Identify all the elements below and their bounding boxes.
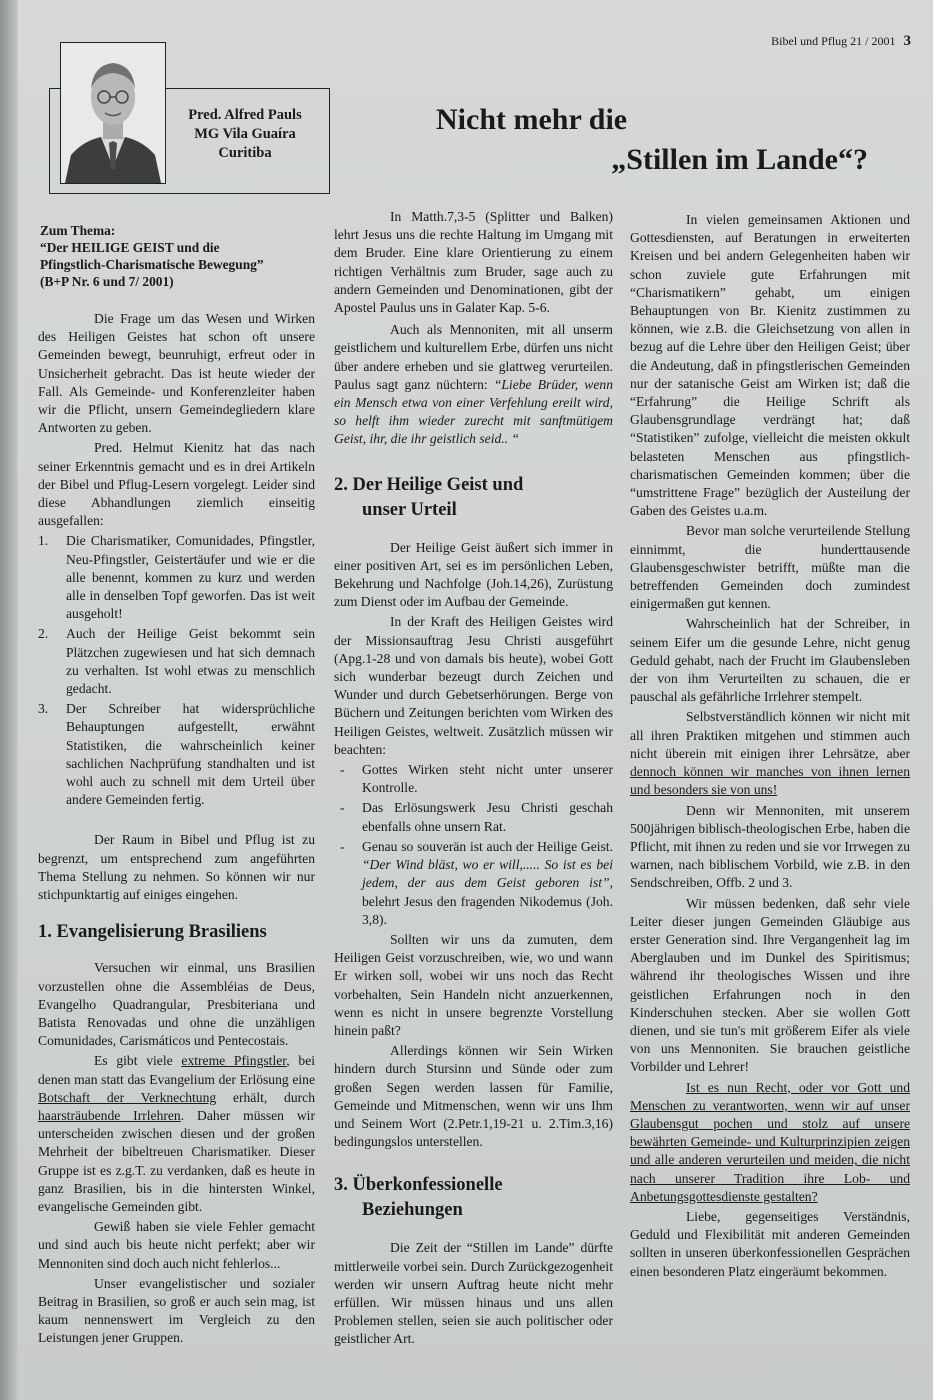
theme-line-1: “Der HEILIGE GEIST und die <box>40 240 220 255</box>
paragraph: Wir müssen bedenken, daß sehr viele Leiter dieser jungen Gemeinden Gläubige aus erster Generation sind. Ihre Vergangenheit lag im Aberglauben und im Dunkel des Spiritismus; während ihr theologisches Wissen und ihre geistlichen Erfahrungen noch in den Kinderschuhen stecken. Aber sie wollen Gott dienen, und sie tun's mit größerem Eifer als viele von uns Mennoniten. Sie brauchen geistliche Vorbilder und Lehrer! <box>630 895 910 1075</box>
underlined-paragraph: Ist es nun Recht, oder vor Gott und Menschen zu verantworten, wenn wir auf unser Glaubensgut pochen und stolz auf unsere bewährten Gemeinde- und Kulturprinzipien zeigen und alle anderen verurteilen und meiden, die nicht nach unserer Tradition ihre Lob- und Anbetungsgottesdienste gestalten? <box>630 1079 910 1204</box>
theme-label: Zum Thema: <box>40 223 116 238</box>
column-1 <box>38 222 315 1348</box>
list-item <box>334 838 613 929</box>
list-text: Der Schreiber hat widersprüchliche Behauptungen aufgestellt, erwähnt Statistiken, die wahrscheinlich keiner sachlichen Nachprüfung standhalten und ist wohl auch zu schnell mit dem Urteil über andere Gemeinden fertig. <box>66 701 315 808</box>
list-item: - Gottes Wirken steht nicht unter unserer Kontrolle. <box>334 761 613 797</box>
paragraph: In Matth.7,3-5 (Splitter und Balken) lehrt Jesus uns die rechte Haltung im Umgang mit dem Bruder. Eine klare Orientierung zu einem richtigen Verhältnis zum Bruder, sage auch zu andern Gemeinden und Denominationen, gibt der Apostel Paulus uns in Galater Kap. 5-6. <box>334 209 613 316</box>
text-run: Es gibt viele <box>94 1053 182 1069</box>
column-3 <box>630 211 910 1281</box>
paragraph: Gewiß haben sie viele Fehler gemacht und sind auch bis heute nicht perfekt; aber wir Mennoniten sind doch auch nicht fehlerlos... <box>38 1219 315 1271</box>
section-heading-3 <box>334 1173 613 1223</box>
paragraph: Wahrscheinlich hat der Schreiber, in seinem Eifer um die gesunde Lehre, nicht genug Geduld gehabt, nach der Frucht im Glaubensleben der von ihm Verurteilten zu schauen, die er pauschal als gefährliche Irrlehrer stempelt. <box>630 616 910 705</box>
text-run: , bei denen man statt das Evangelium der Erlösung eine <box>38 1053 316 1087</box>
paragraph: Allerdings können wir Sein Wirken hindern durch Stursinn und Sünde oder zum großen Segen werden lassen für Familie, Gemeinde und Mitmenschen, wenn wir uns Ihm und Seinem Wort (2.Petr.1,19-21 u. 2.Tim.3,16) bedingungslos unterstellen. <box>334 1043 613 1150</box>
text-run: . Daher müssen wir unterscheiden zwischen diesen und der großen Mehrheit der bibeltreuen Charismatiker. Dieser Gruppe ist es z.g.T. zu verdanken, daß es heute in ganz Brasilien, bis in die hintersten Winkel, evangelische Gemeinden gibt. <box>38 1107 315 1214</box>
list-text: Die Charismatiker, Comunidades, Pfingstler, Neu-Pfingstler, Geistertäufer und wie er die alle benennt, kommen zu kurz und werden alle in denselben Topf geworfen. Das ist weit ausgeholt! <box>66 533 315 622</box>
text-run: , belehrt Jesus den fragenden Nikodemus (Joh. 3,8). <box>362 875 613 927</box>
paragraph: In vielen gemeinsamen Aktionen und Gottesdiensten, auf Beratungen in erweiterten Kreisen und bei andern Gelegenheiten haben wir schon zuviele gute Erfahrungen mit “Charismatikern” gehabt, um einigen Behauptungen von Br. Kienitz zustimmen zu können, wie z.B. die Gleichsetzung von allen in bezug auf die Lehre über den Heiligen Geist; über die Andeutung, daß in pfingstlerischen Gemeinden nur der satanische Geist am Wirken ist; daß die “Erfahrung” die Heilige Schrift als Glaubensgrundlage verdrängt hat; daß “Statistiken” zufolge, vielleicht die meisten okkult belasteten Menschen aus pfingstlich-charismatischen Gemeinden kommen; über die “umstrittene Frage” bezüglich der Austeilung der Gaben des Geistes u.a.m. <box>630 212 910 519</box>
heading-line: Beziehungen <box>362 1200 463 1221</box>
running-head-title: Bibel und Pflug 21 / 2001 <box>771 34 896 48</box>
heading-line: unser Urteil <box>362 499 457 520</box>
theme-block <box>40 222 315 290</box>
author-name: Pred. Alfred Pauls <box>188 107 302 123</box>
heading-line: 3. Überkonfessionelle <box>334 1175 503 1196</box>
article-title <box>436 100 896 180</box>
author-photo <box>60 42 166 184</box>
quote-text: “Liebe Brüder, wenn ein Mensch etwa von einer Verfehlung ereilt wird, so helft ihm wieder zurecht mit sanftmütigem Geist, ihr, die ihr geistlich seid.. “ <box>334 376 613 447</box>
paragraph: Unser evangelistischer und sozialer Beitrag in Brasilien, so groß er auch sein mag, ist kaum nennenswert im Vergleich zu den Leistungen jener Gruppen. <box>38 1275 315 1346</box>
numbered-list <box>38 532 315 809</box>
paragraph: Denn wir Mennoniten, mit unserem 500jährigen biblisch-theologischen Erbe, haben die Pflicht, mit ihnen zu reden und sie vor Irrwegen zu warnen, nach biblischem Vorbild, wie z.B. in den Sendschreiben, Offb. 2 und 3. <box>630 802 910 891</box>
paragraph: Der Raum in Bibel und Pflug ist zu begrenzt, um entsprechend zum angeführten Thema Stellung zu nehmen. So können wir nur stichpunktartig auf einiges eingehen. <box>38 832 315 903</box>
list-text: Auch der Heilige Geist bekommt sein Plätzchen zugewiesen und hat sich demnach zu verhalten. Ist wohl etwas zu menschlich gedacht. <box>66 626 315 697</box>
title-line-2: „Stillen im Lande“? <box>611 143 868 176</box>
quote-text: “Der Wind bläst, wo er will,..... So ist es bei jedem, der aus dem Geist geboren ist” <box>362 857 613 891</box>
list-number: 1. <box>38 533 49 549</box>
underlined-text: haarsträubende Irrlehren <box>38 1107 181 1123</box>
section-heading-1: 1. Evangelisierung Brasiliens <box>38 922 267 943</box>
paragraph: In der Kraft des Heiligen Geistes wird der Missionsauftrag Jesu Christi ausgeführt (Apg.1-28 und von damals bis heute), wobei Gott sich wunderbar bezeugt durch Zeichen und Wunder und durch Gebetserhörungen. Berge von Büchern und Zeitungen berichten vom Wirken des Heiligen Geistes, weltweit. Zusätzlich müssen wir beachten: <box>334 614 613 757</box>
title-line-1: Nicht mehr die <box>436 103 628 136</box>
list-item <box>38 700 315 809</box>
paragraph: Versuchen wir einmal, uns Brasilien vorzustellen ohne die Assembléias de Deus, Evangelho Quadrangular, Presbiteriana und Batista Renovadas und ohne die unzähligen Comunidades, Carismáticos und Pentecostais. <box>38 960 315 1049</box>
paragraph: Bevor man solche verurteilende Stellung einnimmt, die hunderttausende Glaubensgeschwister betrifft, müßte man die betreffenden Gemeinden doch zumindest einigermaßen gut kennen. <box>630 523 910 612</box>
author-city: Curitiba <box>218 145 272 161</box>
underlined-text: Botschaft der Verknechtung <box>38 1089 217 1105</box>
paragraph: Der Heilige Geist äußert sich immer in einer positiven Art, sei es im persönlichen Leben, Bekehrung und Nachfolge (Joh.14,26), Zurüstung zum Dienst oder im Aufbau der Gemeinde. <box>334 539 613 610</box>
page-binding-edge <box>0 0 18 1400</box>
page-number: 3 <box>903 33 911 49</box>
author-byline <box>175 106 315 163</box>
list-number: 3. <box>38 701 49 717</box>
heading-line: 2. Der Heilige Geist und <box>334 474 524 495</box>
list-item: - Das Erlösungswerk Jesu Christi geschah ebenfalls ohne unsern Rat. <box>334 799 613 835</box>
author-congregation: MG Vila Guaíra <box>194 126 296 142</box>
text-run: Selbstverständlich können wir nicht mit all ihren Praktiken mitgehen und stimmen auch nicht überein mit einigen ihrer Lehrsätze, aber <box>630 709 910 761</box>
list-item <box>38 625 315 698</box>
text-run: erhält, durch <box>216 1089 315 1105</box>
list-item <box>38 532 315 623</box>
paragraph <box>334 321 613 448</box>
paragraph: Pred. Helmut Kienitz hat das nach seiner Erkenntnis gemacht und es in drei Artikeln der Bibel und Pflug-Lesern vorgelegt. Leider sind diese Abhandlungen ziemlich einseitig ausgefallen: <box>38 440 315 529</box>
paragraph: Die Zeit der “Stillen im Lande” dürfte mittlerweile vorbei sein. Durch Zurückgezogenheit werden wir unsern Auftrag heute nicht mehr erfüllen. Wir müssen hinaus und uns allen Problemen stellen, seien sie auch politischer oder geistlicher Art. <box>334 1240 613 1347</box>
section-heading-2 <box>334 473 613 523</box>
paragraph: Die Frage um das Wesen und Wirken des Heiligen Geistes hat schon oft unsere Gemeinden bewegt, beunruhigt, erfreut oder in Unsicherheit gebracht. Das ist heute wieder der Fall. Als Gemeinde- und Konferenzleiter haben wir die Pflicht, unsern Gemeindegliedern klare Antworten zu geben. <box>38 311 315 436</box>
running-head <box>771 33 911 50</box>
dash-list <box>334 761 613 929</box>
text-run: Genau so souverän ist auch der Heilige Geist. <box>362 838 613 854</box>
paragraph: Liebe, gegenseitiges Verständnis, Geduld und Flexibilität mit anderen Gemeinden sollten in unseren überkonfessionellen Gesprächen einen besonderen Platz eingeräumt bekommen. <box>630 1208 910 1279</box>
theme-line-3: (B+P Nr. 6 und 7/ 2001) <box>40 274 174 289</box>
paragraph <box>630 708 910 799</box>
paragraph <box>38 1052 315 1216</box>
list-number: 2. <box>38 626 49 642</box>
theme-line-2: Pfingstlich-Charismatische Bewegung” <box>40 257 264 272</box>
text-run: Auch als Mennoniten, mit all unserm geistlichem und kulturellem Erbe, dürfen uns nicht über andere erheben und sie glattweg verurteilen. Paulus sagt ganz nüchtern: <box>334 322 613 392</box>
column-2 <box>334 208 613 1349</box>
underlined-text: dennoch können wir manches von ihnen lernen und besonders sie von uns! <box>630 764 910 798</box>
underlined-text: extreme Pfingstler <box>181 1053 287 1069</box>
paragraph: Sollten wir uns da zumuten, dem Heiligen Geist vorzuschreiben, wie, wo und wann Er wirken soll, wobei wir uns noch das Recht vorbehalten, Sein Handeln nicht anzuerkennen, wenn es nicht in unsere begrenzte Vorstellung hinein paßt? <box>334 931 613 1038</box>
